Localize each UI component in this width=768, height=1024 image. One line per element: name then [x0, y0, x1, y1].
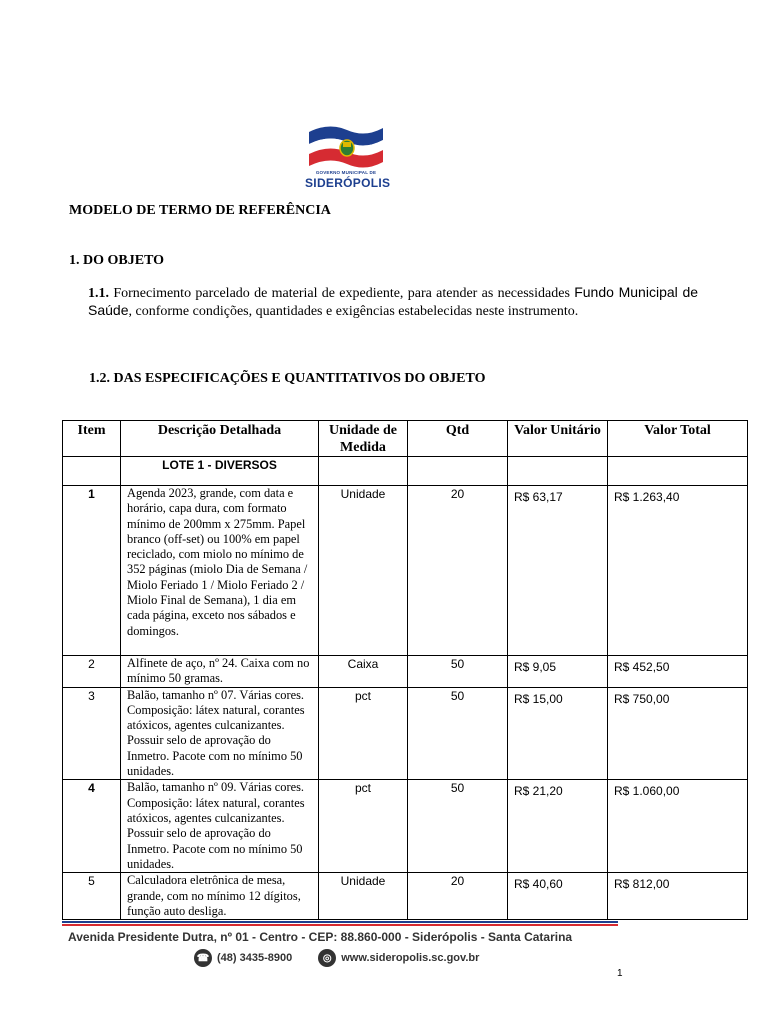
row-qtd: 50	[408, 687, 508, 780]
table-row	[63, 656, 748, 688]
table-row	[63, 486, 748, 656]
row-item: 4	[63, 780, 121, 873]
row-qtd: 50	[408, 656, 508, 688]
header-valor-unitario: Valor Unitário	[508, 421, 608, 457]
table-row	[63, 687, 748, 780]
row-descricao: Balão, tamanho nº 07. Várias cores. Composição: látex natural, corantes atóxicos, agentes culcanizantes. Possuir selo de aprovação do Inmetro. Pacote com no mínimo 50 unidades.	[121, 687, 319, 780]
phone-icon: ☎	[194, 949, 212, 967]
paragraph-text-c: , conforme condições, quantidades e exigências estabelecidas neste instrumento.	[128, 304, 579, 319]
row-valor-unitario: R$ 21,20	[508, 780, 608, 873]
row-item: 3	[63, 687, 121, 780]
row-descricao: Agenda 2023, grande, com data e horário, capa dura, com formato mínimo de 200mm x 275mm. Papel branco (off-set) ou 100% em papel reciclado, com miolo no mínimo de 352 páginas (miolo Dia de Semana / Miolo Feriado 1 / Miolo Feriado 2 / Miolo Final de Semana), 1 dia em cada página, exceto nos sábados e domingos.	[121, 486, 319, 656]
row-descricao: Balão, tamanho nº 09. Várias cores. Composição: látex natural, corantes atóxicos, agentes culcanizantes. Possuir selo de aprovação do Inmetro. Pacote com no mínimo 50 unidades.	[121, 780, 319, 873]
footer-divider	[62, 921, 618, 927]
lote-row	[63, 457, 748, 486]
row-valor-unitario: R$ 15,00	[508, 687, 608, 780]
lote-unit-cell	[319, 457, 408, 486]
page-number: 1	[617, 968, 623, 979]
row-valor-unitario: R$ 9,05	[508, 656, 608, 688]
paragraph-number: 1.1.	[88, 286, 109, 301]
footer-line-red	[62, 924, 618, 926]
section-title-especificacoes: 1.2. DAS ESPECIFICAÇÕES E QUANTITATIVOS DO OBJETO	[89, 371, 486, 386]
table-header-row	[63, 421, 748, 457]
paragraph-text-fund: Fundo Municipal de Saúde	[88, 284, 699, 318]
row-unidade: pct	[319, 687, 408, 780]
specification-table	[62, 420, 748, 920]
logo-name: SIDERÓPOLIS	[305, 176, 391, 190]
section-title-objeto: 1. DO OBJETO	[69, 253, 165, 268]
row-qtd: 50	[408, 780, 508, 873]
row-unidade: Unidade	[319, 873, 408, 920]
footer-address: Avenida Presidente Dutra, nº 01 - Centro - CEP: 88.860-000 - Siderópolis - Santa Catarina	[68, 930, 573, 944]
municipal-logo	[305, 122, 391, 192]
footer-contact	[194, 948, 479, 968]
table-row	[63, 780, 748, 873]
lote-qtd-cell	[408, 457, 508, 486]
row-valor-total: R$ 812,00	[608, 873, 748, 920]
lote-total-cell	[608, 457, 748, 486]
lote-label: LOTE 1 - DIVERSOS	[121, 457, 319, 486]
row-qtd: 20	[408, 486, 508, 656]
row-valor-total: R$ 1.263,40	[608, 486, 748, 656]
lote-item-cell	[63, 457, 121, 486]
footer-website[interactable]: www.sideropolis.sc.gov.br	[341, 952, 480, 964]
logo-subtitle: GOVERNO MUNICIPAL DE	[315, 170, 377, 175]
paragraph-1-1	[88, 284, 698, 320]
row-item: 5	[63, 873, 121, 920]
lote-unit-price-cell	[508, 457, 608, 486]
globe-icon: ◎	[318, 949, 336, 967]
paragraph-text-a: Fornecimento parcelado de material de expediente, para atender as necessidades	[113, 286, 570, 301]
row-unidade: Unidade	[319, 486, 408, 656]
footer-line-blue	[62, 921, 618, 923]
row-descricao: Alfinete de aço, nº 24. Caixa com no mínimo 50 gramas.	[121, 656, 319, 688]
row-valor-total: R$ 750,00	[608, 687, 748, 780]
row-valor-total: R$ 1.060,00	[608, 780, 748, 873]
row-qtd: 20	[408, 873, 508, 920]
header-descricao: Descrição Detalhada	[121, 421, 319, 457]
document-title: MODELO DE TERMO DE REFERÊNCIA	[69, 203, 331, 218]
flag-icon	[307, 122, 385, 170]
header-valor-total: Valor Total	[608, 421, 748, 457]
header-item: Item	[63, 421, 121, 457]
row-descricao: Calculadora eletrônica de mesa, grande, com no mínimo 12 dígitos, função auto desliga.	[121, 873, 319, 920]
row-valor-total: R$ 452,50	[608, 656, 748, 688]
header-qtd: Qtd	[408, 421, 508, 457]
row-valor-unitario: R$ 40,60	[508, 873, 608, 920]
row-item: 1	[63, 486, 121, 656]
row-valor-unitario: R$ 63,17	[508, 486, 608, 656]
row-unidade: Caixa	[319, 656, 408, 688]
footer-phone: (48) 3435-8900	[217, 952, 293, 964]
header-unidade: Unidade de Medida	[319, 421, 408, 457]
row-unidade: pct	[319, 780, 408, 873]
table-row	[63, 873, 748, 920]
row-item: 2	[63, 656, 121, 688]
